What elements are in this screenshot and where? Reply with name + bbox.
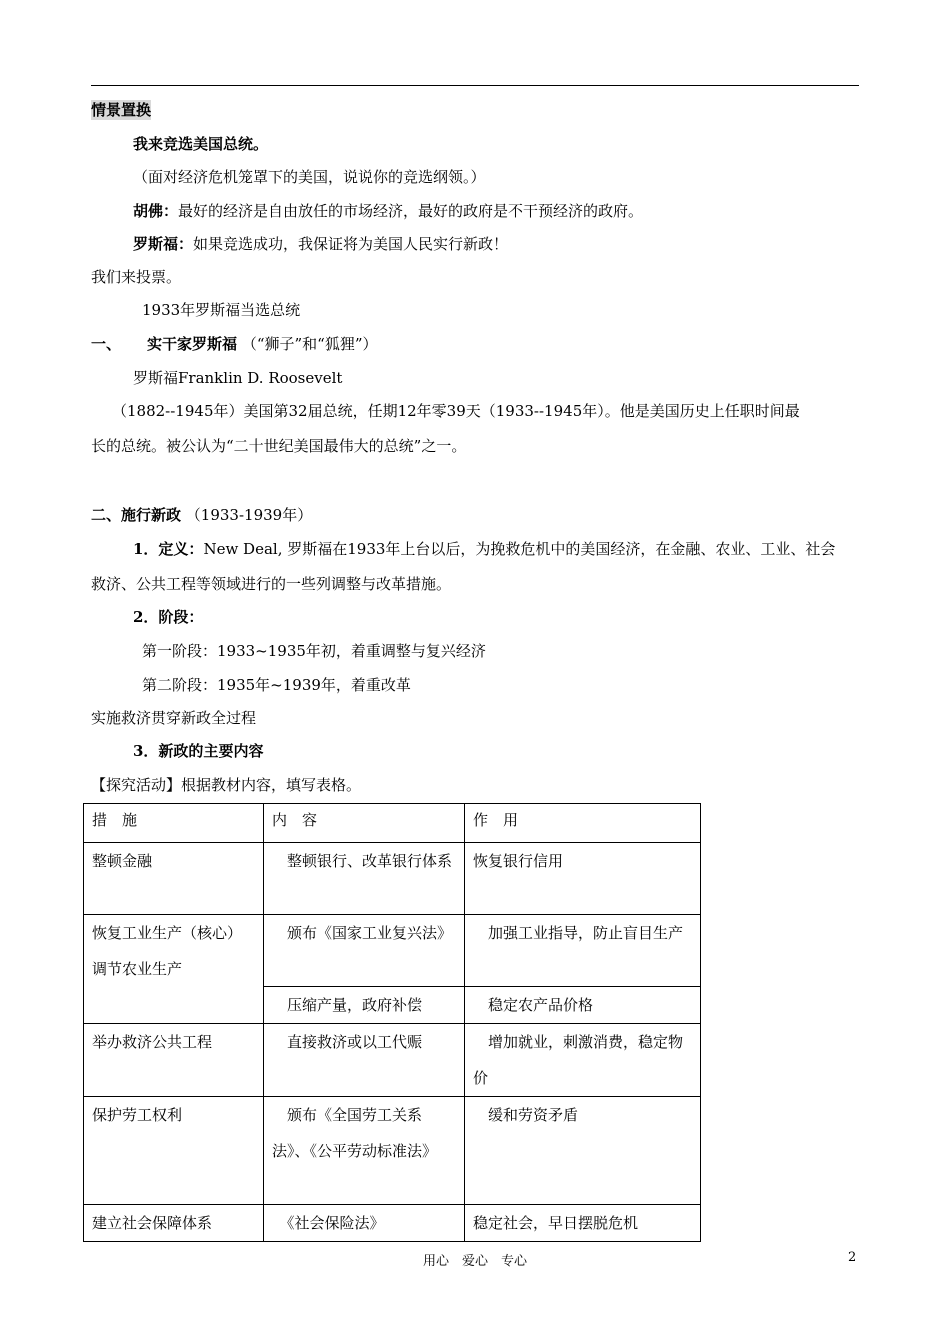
relief-note: 实施救济贯穿新政全过程 (91, 709, 257, 727)
campaign-title: 我来竞选美国总统。 (133, 135, 269, 153)
table-header-row (84, 804, 701, 843)
cell-content: 颁布《国家工业复兴法》 (264, 915, 465, 987)
cell-content: 整顿银行、改革银行体系 (264, 843, 465, 915)
definition-label: 1．定义： (133, 540, 204, 558)
vote-line: 我们来投票。 (91, 268, 182, 286)
part1-heading (91, 334, 378, 354)
header-effect: 作 用 (465, 804, 701, 843)
elected-line: 1933年罗斯福当选总统 (142, 301, 301, 319)
cell-measure: 恢复工业生产（核心）调节农业生产 (84, 915, 264, 1024)
table-row (84, 1205, 701, 1242)
definition-line-2: 救济、公共工程等领域进行的一些列调整与改革措施。 (91, 575, 452, 593)
part1-number: 一、 (91, 335, 122, 353)
main-content-heading: 3．新政的主要内容 (133, 742, 264, 760)
definition-text: New Deal, 罗斯福在1933年上台以后，为挽救危机中的美国经济，在金融、农业、工业、社会 (203, 540, 836, 558)
cell-measure: 保护劳工权利 (84, 1097, 264, 1205)
stage-2: 第二阶段：1935年~1939年，着重改革 (142, 676, 411, 694)
cell-effect: 加强工业指导，防止盲目生产 (465, 915, 701, 987)
section-tag: 情景置换 (91, 101, 152, 119)
cell-effect: 稳定农产品价格 (465, 987, 701, 1024)
cell-effect: 恢复银行信用 (465, 843, 701, 915)
part2-heading (91, 505, 312, 525)
roosevelt-statement (133, 234, 508, 254)
table-row (84, 843, 701, 915)
header-rule (91, 85, 859, 86)
hoover-text: 最好的经济是自由放任的市场经济，最好的政府是不干预经济的政府。 (178, 202, 644, 220)
cell-effect: 稳定社会，早日摆脱危机 (465, 1205, 701, 1242)
bio-line-2: 长的总统。被公认为“二十世纪美国最伟大的总统”之一。 (91, 437, 467, 455)
part2-years: （1933-1939年） (185, 506, 313, 524)
page-number: 2 (848, 1250, 857, 1265)
header-measure: 措 施 (84, 804, 264, 843)
part1-subtitle: （“狮子”和“狐狸”） (241, 335, 378, 353)
table-row (84, 1024, 701, 1097)
header-content: 内 容 (264, 804, 465, 843)
cell-measure: 建立社会保障体系 (84, 1205, 264, 1242)
hoover-name: 胡佛： (133, 202, 179, 220)
cell-content: 直接救济或以工代赈 (264, 1024, 465, 1097)
stage-1: 第一阶段：1933~1935年初，着重调整与复兴经济 (142, 642, 486, 660)
page-footer: 用心 爱心 专心 (422, 1254, 527, 1269)
activity-instruction: 【探究活动】根据教材内容，填写表格。 (91, 776, 362, 794)
new-deal-table (83, 803, 701, 1242)
cell-content: 压缩产量，政府补偿 (264, 987, 465, 1024)
definition-line-1 (133, 539, 835, 559)
hoover-statement (133, 201, 643, 221)
table-row (84, 1097, 701, 1205)
table-row (84, 915, 701, 987)
cell-effect: 增加就业，刺激消费，稳定物价 (465, 1024, 701, 1097)
cell-effect: 缓和劳资矛盾 (465, 1097, 701, 1205)
roosevelt-text: 如果竞选成功，我保证将为美国人民实行新政！ (193, 235, 509, 253)
cell-content: 《社会保险法》 (264, 1205, 465, 1242)
roosevelt-full-name: 罗斯福Franklin D. Roosevelt (133, 369, 343, 387)
part1-title: 实干家罗斯福 (147, 335, 238, 353)
stages-label: 2．阶段： (133, 608, 204, 626)
part2-title: 二、施行新政 (91, 506, 182, 524)
roosevelt-name: 罗斯福： (133, 235, 194, 253)
campaign-prompt: （面对经济危机笼罩下的美国，说说你的竞选纲领。） (133, 168, 486, 186)
cell-measure: 整顿金融 (84, 843, 264, 915)
bio-line-1: （1882--1945年）美国第32届总统，任期12年零39天（1933--1945年）。他是美国历史上任职时间最 (112, 402, 800, 420)
cell-content: 颁布《全国劳工关系法》、《公平劳动标准法》 (264, 1097, 465, 1205)
cell-measure: 举办救济公共工程 (84, 1024, 264, 1097)
